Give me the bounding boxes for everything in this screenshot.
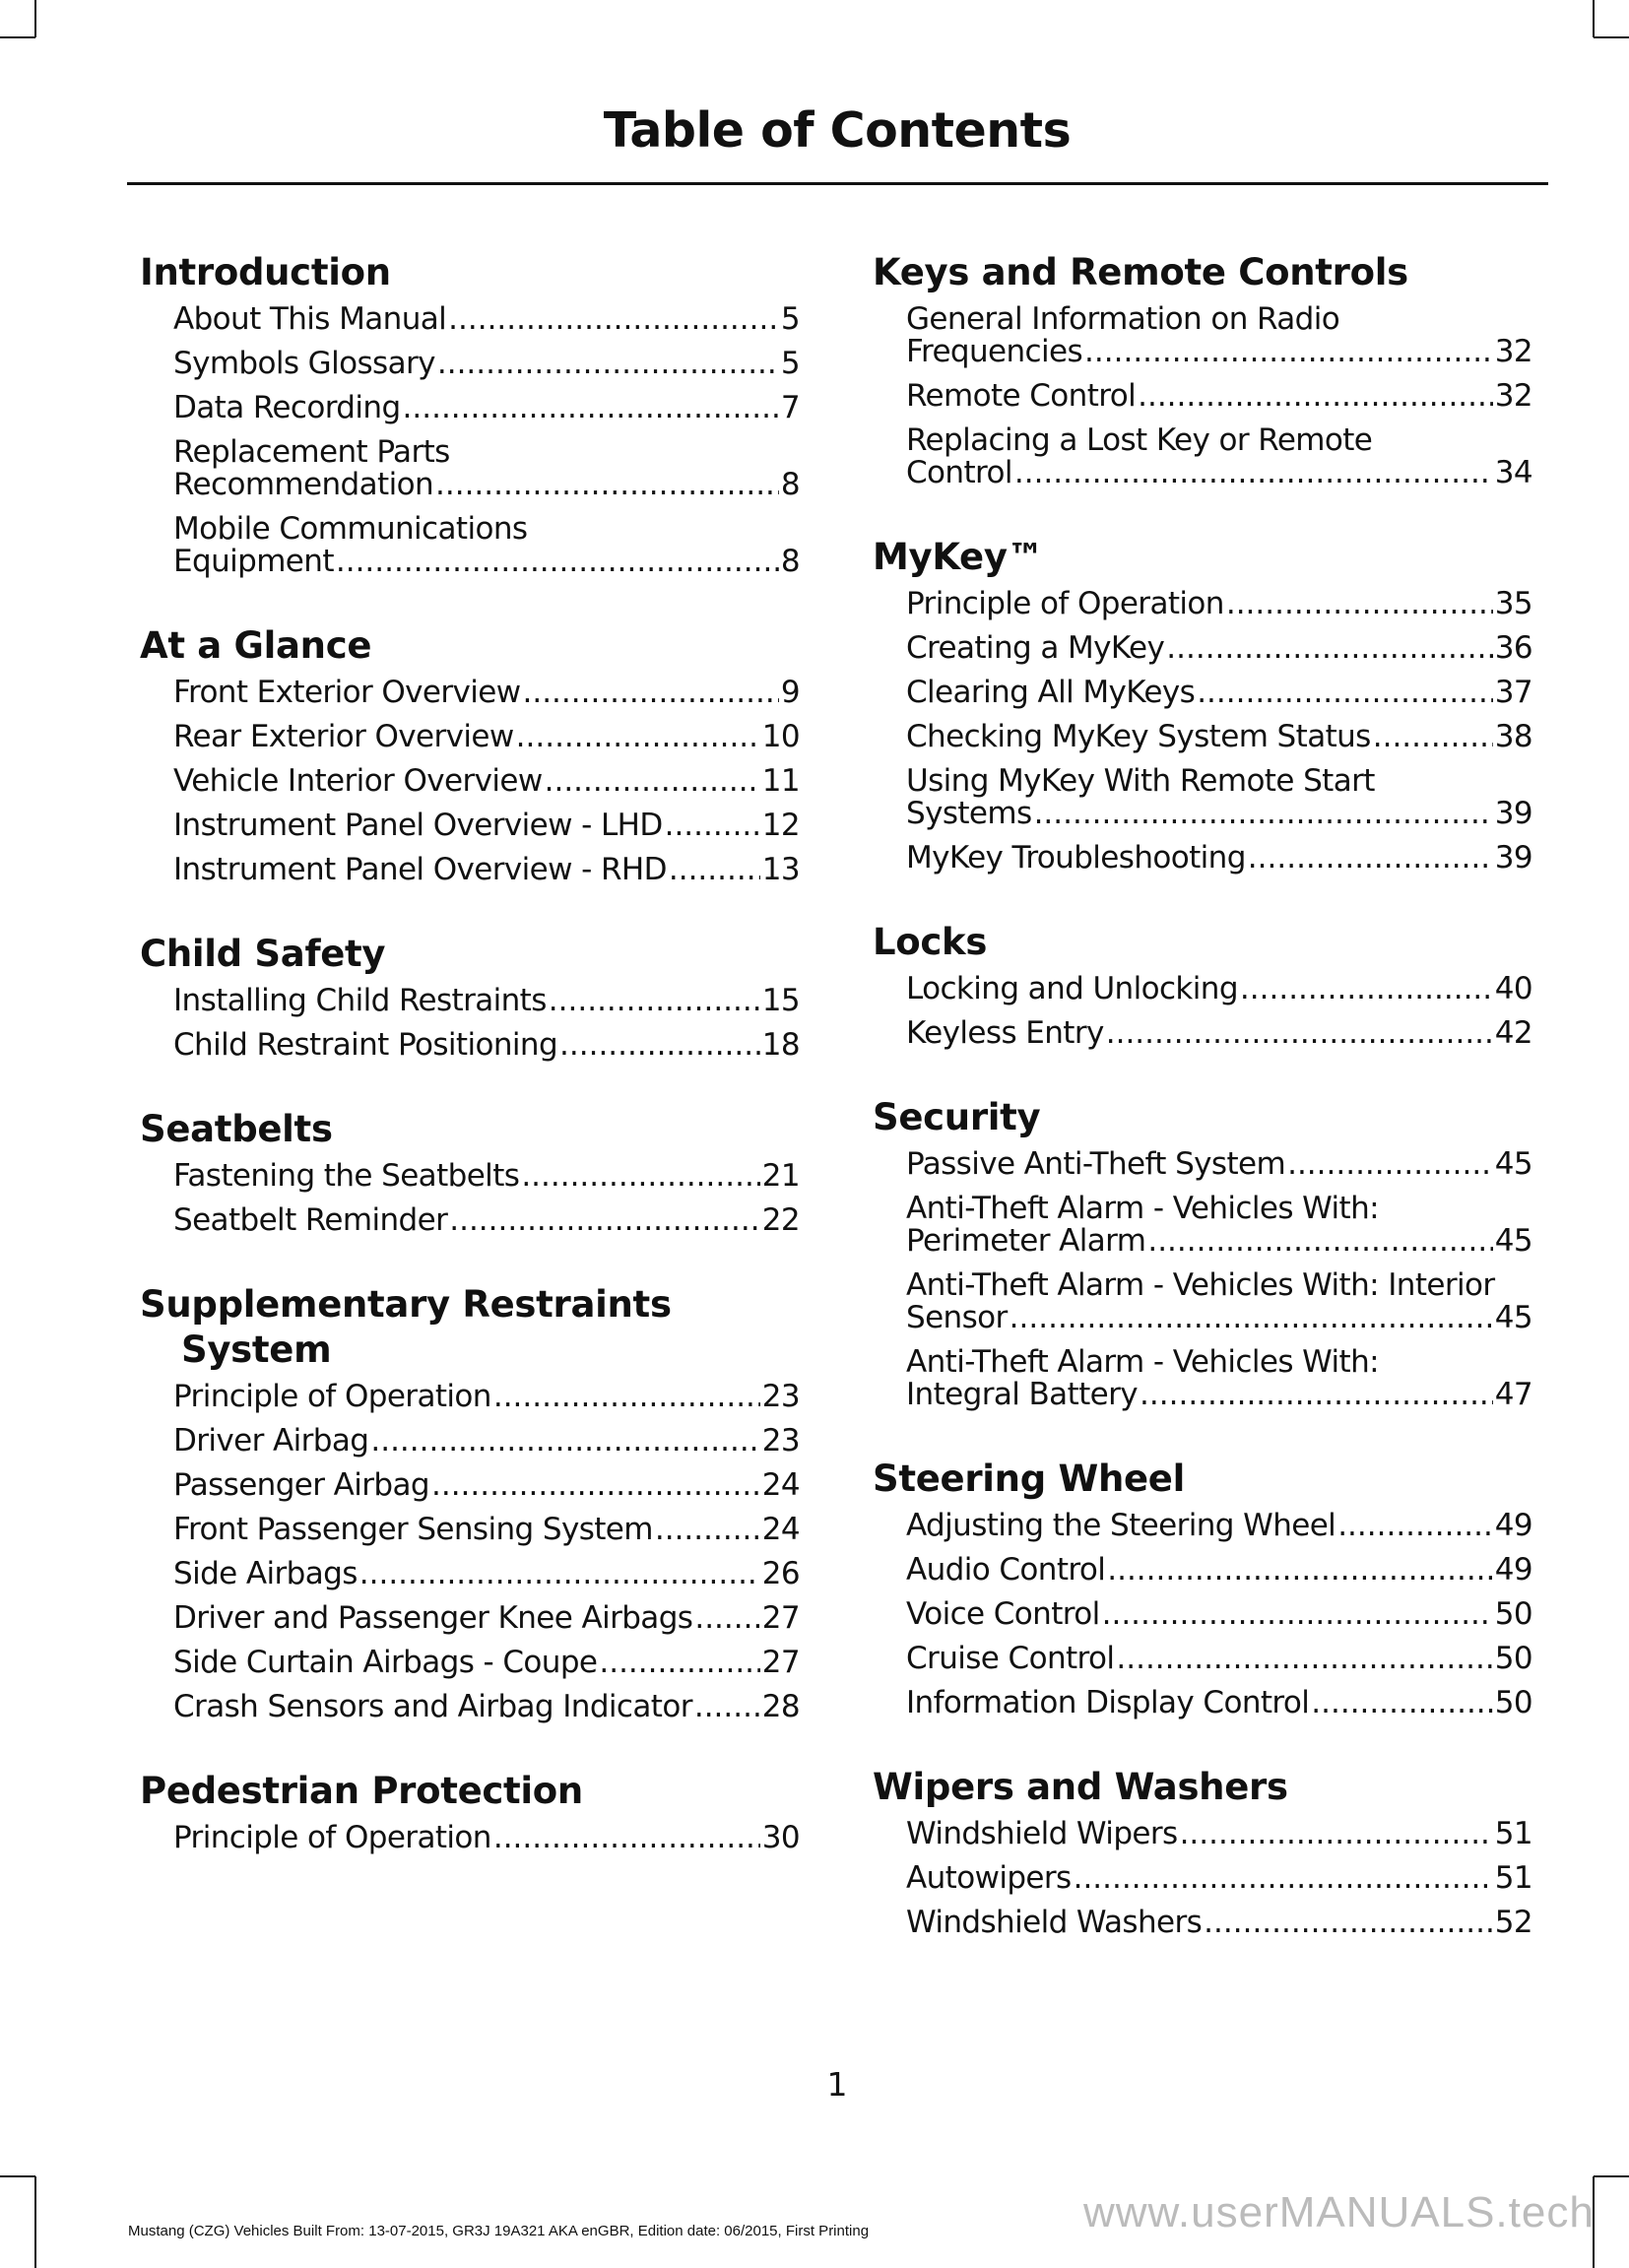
toc-page-number: 13 bbox=[761, 852, 800, 887]
toc-page-number: 42 bbox=[1494, 1015, 1532, 1051]
dot-leader bbox=[448, 303, 779, 336]
dot-leader bbox=[1107, 1554, 1493, 1587]
dot-leader bbox=[1140, 1379, 1493, 1411]
dot-leader bbox=[1226, 588, 1493, 620]
title-divider bbox=[127, 182, 1548, 185]
toc-entry-title: Front Passenger Sensing System bbox=[173, 1512, 653, 1547]
toc-entry[interactable] bbox=[873, 1187, 1532, 1264]
toc-page-number: 39 bbox=[1494, 796, 1532, 831]
dot-leader bbox=[545, 765, 760, 798]
dot-leader bbox=[599, 1647, 759, 1679]
toc-page-number: 39 bbox=[1494, 840, 1532, 875]
toc-entry[interactable] bbox=[140, 1023, 800, 1068]
toc-page-number: 23 bbox=[761, 1379, 800, 1414]
toc-entry[interactable] bbox=[140, 1816, 800, 1860]
toc-entry[interactable] bbox=[873, 1901, 1532, 1945]
crop-mark-top-left-v bbox=[34, 0, 36, 37]
watermark: www.userMANUALS.tech bbox=[1083, 2188, 1595, 2236]
toc-entry-title: Passenger Airbag bbox=[173, 1467, 429, 1503]
toc-page-number: 8 bbox=[780, 544, 800, 579]
dot-leader bbox=[669, 854, 760, 886]
toc-entry-title: Integral Battery bbox=[906, 1377, 1139, 1412]
toc-page-number: 23 bbox=[761, 1423, 800, 1458]
dot-leader bbox=[1337, 1510, 1493, 1542]
toc-entry-title: Control bbox=[906, 455, 1012, 490]
dot-leader bbox=[1106, 1017, 1493, 1050]
toc-entry[interactable] bbox=[140, 297, 800, 342]
toc-entry[interactable] bbox=[140, 1419, 800, 1463]
toc-page-number: 11 bbox=[761, 763, 800, 799]
toc-entry-title: Information Display Control bbox=[906, 1685, 1310, 1720]
toc-section-seatbelts bbox=[140, 1107, 800, 1243]
toc-entry[interactable] bbox=[873, 836, 1532, 880]
toc-section-child-safety bbox=[140, 932, 800, 1068]
toc-entry-title: Principle of Operation bbox=[906, 586, 1224, 621]
section-heading: Keys and Remote Controls bbox=[873, 251, 1408, 293]
toc-entry[interactable] bbox=[873, 1142, 1532, 1187]
dot-leader bbox=[1014, 457, 1493, 489]
dot-leader bbox=[1180, 1818, 1493, 1850]
dot-leader bbox=[1084, 336, 1493, 368]
toc-page-number: 49 bbox=[1494, 1508, 1532, 1543]
crop-mark-top-right-h bbox=[1594, 36, 1629, 38]
toc-entry[interactable] bbox=[873, 1504, 1532, 1548]
toc-entry[interactable] bbox=[140, 1375, 800, 1419]
toc-section-locks bbox=[873, 920, 1532, 1056]
toc-entry[interactable] bbox=[873, 419, 1532, 495]
section-heading: Introduction bbox=[140, 251, 391, 293]
toc-entry[interactable] bbox=[873, 626, 1532, 671]
toc-page-number: 9 bbox=[780, 675, 800, 710]
toc-entry-title: Recommendation bbox=[173, 467, 434, 502]
toc-page-number: 21 bbox=[761, 1158, 800, 1194]
toc-entry[interactable] bbox=[140, 1552, 800, 1596]
toc-page-number: 18 bbox=[761, 1027, 800, 1063]
toc-entry[interactable] bbox=[140, 671, 800, 715]
toc-entry[interactable] bbox=[140, 507, 800, 584]
toc-entry-title: Adjusting the Steering Wheel bbox=[906, 1508, 1336, 1543]
section-heading: Seatbelts bbox=[140, 1108, 333, 1150]
toc-entry-title: Mobile Communications bbox=[173, 511, 528, 547]
toc-page-number: 7 bbox=[780, 390, 800, 425]
toc-page-number: 40 bbox=[1494, 971, 1532, 1006]
toc-entry-title: Fastening the Seatbelts bbox=[173, 1158, 520, 1194]
toc-entry-title: Cruise Control bbox=[906, 1641, 1115, 1676]
dot-leader bbox=[435, 469, 779, 501]
toc-entry[interactable] bbox=[873, 967, 1532, 1011]
section-heading: Wipers and Washers bbox=[873, 1766, 1288, 1808]
toc-entry-title: Data Recording bbox=[173, 390, 401, 425]
dot-leader bbox=[1034, 798, 1493, 830]
section-heading: Supplementary Restraints System bbox=[140, 1283, 672, 1371]
section-heading: Steering Wheel bbox=[873, 1458, 1185, 1500]
dot-leader bbox=[655, 1514, 760, 1546]
dot-leader bbox=[1197, 677, 1493, 709]
dot-leader bbox=[549, 985, 760, 1017]
toc-entry[interactable] bbox=[140, 1154, 800, 1199]
toc-entry-title: Principle of Operation bbox=[173, 1820, 491, 1855]
dot-leader bbox=[403, 392, 779, 424]
toc-entry[interactable] bbox=[873, 1011, 1532, 1056]
toc-section-supplementary-restraints-system bbox=[140, 1282, 800, 1729]
toc-page-number: 24 bbox=[761, 1467, 800, 1503]
toc-page-number: 45 bbox=[1494, 1223, 1532, 1259]
toc-entry[interactable] bbox=[140, 804, 800, 848]
toc-entry-title: Anti-Theft Alarm - Vehicles With: Interior bbox=[906, 1267, 1495, 1303]
toc-left-column bbox=[140, 250, 800, 1900]
toc-entry[interactable] bbox=[140, 1596, 800, 1641]
toc-entry-title: Audio Control bbox=[906, 1552, 1106, 1588]
toc-page-number: 32 bbox=[1494, 378, 1532, 414]
toc-page-number: 50 bbox=[1494, 1685, 1532, 1720]
section-heading: Pedestrian Protection bbox=[140, 1770, 583, 1812]
toc-entry-title: Equipment bbox=[173, 544, 334, 579]
toc-page-number: 22 bbox=[761, 1202, 800, 1238]
toc-page-number: 32 bbox=[1494, 334, 1532, 369]
toc-page-number: 27 bbox=[761, 1645, 800, 1680]
toc-page-number: 50 bbox=[1494, 1641, 1532, 1676]
toc-entry[interactable] bbox=[873, 1856, 1532, 1901]
toc-page-number: 35 bbox=[1494, 586, 1532, 621]
toc-page-number: 45 bbox=[1494, 1300, 1532, 1335]
toc-entry-title: Autowipers bbox=[906, 1860, 1072, 1896]
toc-entry-title: Voice Control bbox=[906, 1596, 1100, 1632]
dot-leader bbox=[1147, 1225, 1492, 1258]
dot-leader bbox=[431, 1469, 760, 1502]
toc-entry-title: Checking MyKey System Status bbox=[906, 719, 1371, 754]
toc-page-number: 51 bbox=[1494, 1860, 1532, 1896]
toc-entry-title: Rear Exterior Overview bbox=[173, 719, 514, 754]
section-heading: Security bbox=[873, 1096, 1041, 1138]
toc-entry[interactable] bbox=[873, 297, 1532, 374]
toc-entry-title: Frequencies bbox=[906, 334, 1083, 369]
dot-leader bbox=[521, 1160, 759, 1193]
toc-entry-title: Seatbelt Reminder bbox=[173, 1202, 448, 1238]
toc-page-number: 37 bbox=[1494, 675, 1532, 710]
dot-leader bbox=[1311, 1687, 1492, 1719]
toc-entry-title: MyKey Troubleshooting bbox=[906, 840, 1246, 875]
toc-page-number: 36 bbox=[1494, 630, 1532, 666]
toc-page-number: 12 bbox=[761, 808, 800, 843]
toc-entry-title: Systems bbox=[906, 796, 1032, 831]
section-heading: At a Glance bbox=[140, 624, 372, 667]
toc-entry-title: Perimeter Alarm bbox=[906, 1223, 1146, 1259]
page-number: 1 bbox=[826, 2065, 848, 2104]
dot-leader bbox=[1138, 380, 1493, 413]
dot-leader bbox=[1166, 632, 1492, 665]
toc-entry[interactable] bbox=[873, 1264, 1532, 1340]
toc-entry[interactable] bbox=[140, 979, 800, 1023]
dot-leader bbox=[493, 1822, 760, 1854]
toc-entry-title: Instrument Panel Overview - RHD bbox=[173, 852, 667, 887]
toc-entry-title: Driver Airbag bbox=[173, 1423, 369, 1458]
toc-entry[interactable] bbox=[140, 848, 800, 892]
toc-entry-title: Locking and Unlocking bbox=[906, 971, 1238, 1006]
toc-entry-title: Keyless Entry bbox=[906, 1015, 1104, 1051]
dot-leader bbox=[694, 1691, 760, 1723]
crop-mark-bottom-left-h bbox=[0, 2175, 35, 2177]
dot-leader bbox=[665, 810, 760, 842]
toc-entry-title: Creating a MyKey bbox=[906, 630, 1165, 666]
toc-entry-title: General Information on Radio bbox=[906, 301, 1340, 337]
toc-page-number: 51 bbox=[1494, 1816, 1532, 1851]
dot-leader bbox=[370, 1425, 759, 1458]
toc-entry[interactable] bbox=[873, 582, 1532, 626]
toc-entry[interactable] bbox=[140, 1685, 800, 1729]
toc-entry[interactable] bbox=[873, 1681, 1532, 1725]
footer-edition-info: Mustang (CZG) Vehicles Built From: 13-07-2015, GR3J 19A321 AKA enGBR, Edition date: 06/2015, First Printing bbox=[128, 2223, 870, 2239]
toc-entry-title: About This Manual bbox=[173, 301, 447, 337]
toc-entry-title: Vehicle Interior Overview bbox=[173, 763, 543, 799]
toc-entry[interactable] bbox=[873, 1340, 1532, 1417]
toc-entry-title: Anti-Theft Alarm - Vehicles With: bbox=[906, 1191, 1379, 1226]
toc-entry[interactable] bbox=[873, 1548, 1532, 1592]
toc-page-number: 28 bbox=[761, 1689, 800, 1724]
section-heading: Locks bbox=[873, 921, 988, 963]
dot-leader bbox=[1102, 1598, 1493, 1631]
toc-section-pedestrian-protection bbox=[140, 1769, 800, 1860]
toc-entry-title: Principle of Operation bbox=[173, 1379, 491, 1414]
toc-page-number: 52 bbox=[1494, 1905, 1532, 1940]
toc-page-number: 38 bbox=[1494, 719, 1532, 754]
toc-entry-title: Side Airbags bbox=[173, 1556, 358, 1591]
dot-leader bbox=[559, 1029, 760, 1062]
dot-leader bbox=[1010, 1302, 1493, 1334]
toc-entry[interactable] bbox=[140, 1199, 800, 1243]
toc-entry-title: Passive Anti-Theft System bbox=[906, 1146, 1286, 1182]
dot-leader bbox=[516, 721, 760, 753]
dot-leader bbox=[694, 1602, 759, 1635]
toc-entry-title: Front Exterior Overview bbox=[173, 675, 521, 710]
toc-page-number: 34 bbox=[1494, 455, 1532, 490]
toc-page-number: 45 bbox=[1494, 1146, 1532, 1182]
toc-entry[interactable] bbox=[140, 430, 800, 507]
toc-entry-title: Using MyKey With Remote Start bbox=[906, 763, 1375, 799]
toc-entry-title: Driver and Passenger Knee Airbags bbox=[173, 1600, 693, 1636]
toc-page-number: 15 bbox=[761, 983, 800, 1018]
crop-mark-top-right-v bbox=[1593, 0, 1595, 37]
section-heading: MyKey™ bbox=[873, 536, 1044, 578]
toc-entry[interactable] bbox=[140, 1463, 800, 1508]
dot-leader bbox=[1287, 1148, 1493, 1181]
dot-leader bbox=[437, 348, 779, 380]
toc-section-security bbox=[873, 1095, 1532, 1417]
toc-entry[interactable] bbox=[873, 1637, 1532, 1681]
dot-leader bbox=[1248, 842, 1493, 875]
dot-leader bbox=[1074, 1862, 1493, 1895]
toc-entry-title: Windshield Washers bbox=[906, 1905, 1203, 1940]
toc-entry-title: Symbols Glossary bbox=[173, 346, 435, 381]
dot-leader bbox=[336, 546, 779, 578]
toc-section-at-a-glance bbox=[140, 623, 800, 892]
toc-page-number: 50 bbox=[1494, 1596, 1532, 1632]
toc-entry-title: Replacing a Lost Key or Remote bbox=[906, 422, 1373, 458]
toc-entry-title: Side Curtain Airbags - Coupe bbox=[173, 1645, 598, 1680]
crop-mark-bottom-right-h bbox=[1594, 2175, 1629, 2177]
crop-mark-top-left-h bbox=[0, 36, 35, 38]
toc-entry-title: Instrument Panel Overview - LHD bbox=[173, 808, 663, 843]
crop-mark-bottom-left-v bbox=[34, 2176, 36, 2268]
toc-page-number: 27 bbox=[761, 1600, 800, 1636]
toc-entry[interactable] bbox=[873, 1592, 1532, 1637]
toc-entry-title: Windshield Wipers bbox=[906, 1816, 1178, 1851]
toc-entry[interactable] bbox=[140, 759, 800, 804]
section-heading: Child Safety bbox=[140, 933, 386, 975]
dot-leader bbox=[493, 1381, 760, 1413]
dot-leader bbox=[1204, 1907, 1493, 1939]
toc-page-number: 10 bbox=[761, 719, 800, 754]
toc-entry-title: Crash Sensors and Airbag Indicator bbox=[173, 1689, 692, 1724]
toc-entry-title: Installing Child Restraints bbox=[173, 983, 547, 1018]
page-title: Table of Contents bbox=[603, 102, 1072, 159]
toc-section-steering-wheel bbox=[873, 1457, 1532, 1725]
toc-entry[interactable] bbox=[140, 342, 800, 386]
toc-entry[interactable] bbox=[140, 715, 800, 759]
toc-section-introduction bbox=[140, 250, 800, 584]
toc-entry-title: Anti-Theft Alarm - Vehicles With: bbox=[906, 1344, 1379, 1380]
toc-page-number: 24 bbox=[761, 1512, 800, 1547]
toc-entry-title: Child Restraint Positioning bbox=[173, 1027, 558, 1063]
toc-page-number: 8 bbox=[780, 467, 800, 502]
toc-entry[interactable] bbox=[873, 759, 1532, 836]
dot-leader bbox=[523, 677, 779, 709]
dot-leader bbox=[1240, 973, 1493, 1005]
toc-entry-title: Clearing All MyKeys bbox=[906, 675, 1196, 710]
toc-section-mykey bbox=[873, 535, 1532, 880]
toc-page-number: 5 bbox=[780, 301, 800, 337]
toc-entry[interactable] bbox=[140, 1641, 800, 1685]
toc-entry[interactable] bbox=[873, 1812, 1532, 1856]
toc-page-number: 47 bbox=[1494, 1377, 1532, 1412]
dot-leader bbox=[1116, 1643, 1492, 1675]
toc-page-number: 30 bbox=[761, 1820, 800, 1855]
dot-leader bbox=[449, 1204, 760, 1237]
toc-page-number: 5 bbox=[780, 346, 800, 381]
toc-section-keys-and-remote-controls bbox=[873, 250, 1532, 495]
toc-entry-title: Remote Control bbox=[906, 378, 1137, 414]
toc-page-number: 26 bbox=[761, 1556, 800, 1591]
toc-right-column bbox=[873, 250, 1532, 1984]
toc-entry[interactable] bbox=[873, 374, 1532, 419]
toc-entry[interactable] bbox=[140, 386, 800, 430]
toc-entry[interactable] bbox=[140, 1508, 800, 1552]
dot-leader bbox=[1373, 721, 1493, 753]
toc-entry-title: Sensor bbox=[906, 1300, 1008, 1335]
toc-entry[interactable] bbox=[873, 715, 1532, 759]
dot-leader bbox=[359, 1558, 760, 1590]
toc-section-wipers-and-washers bbox=[873, 1765, 1532, 1945]
toc-page-number: 49 bbox=[1494, 1552, 1532, 1588]
toc-entry[interactable] bbox=[873, 671, 1532, 715]
toc-entry-title: Replacement Parts bbox=[173, 434, 450, 470]
